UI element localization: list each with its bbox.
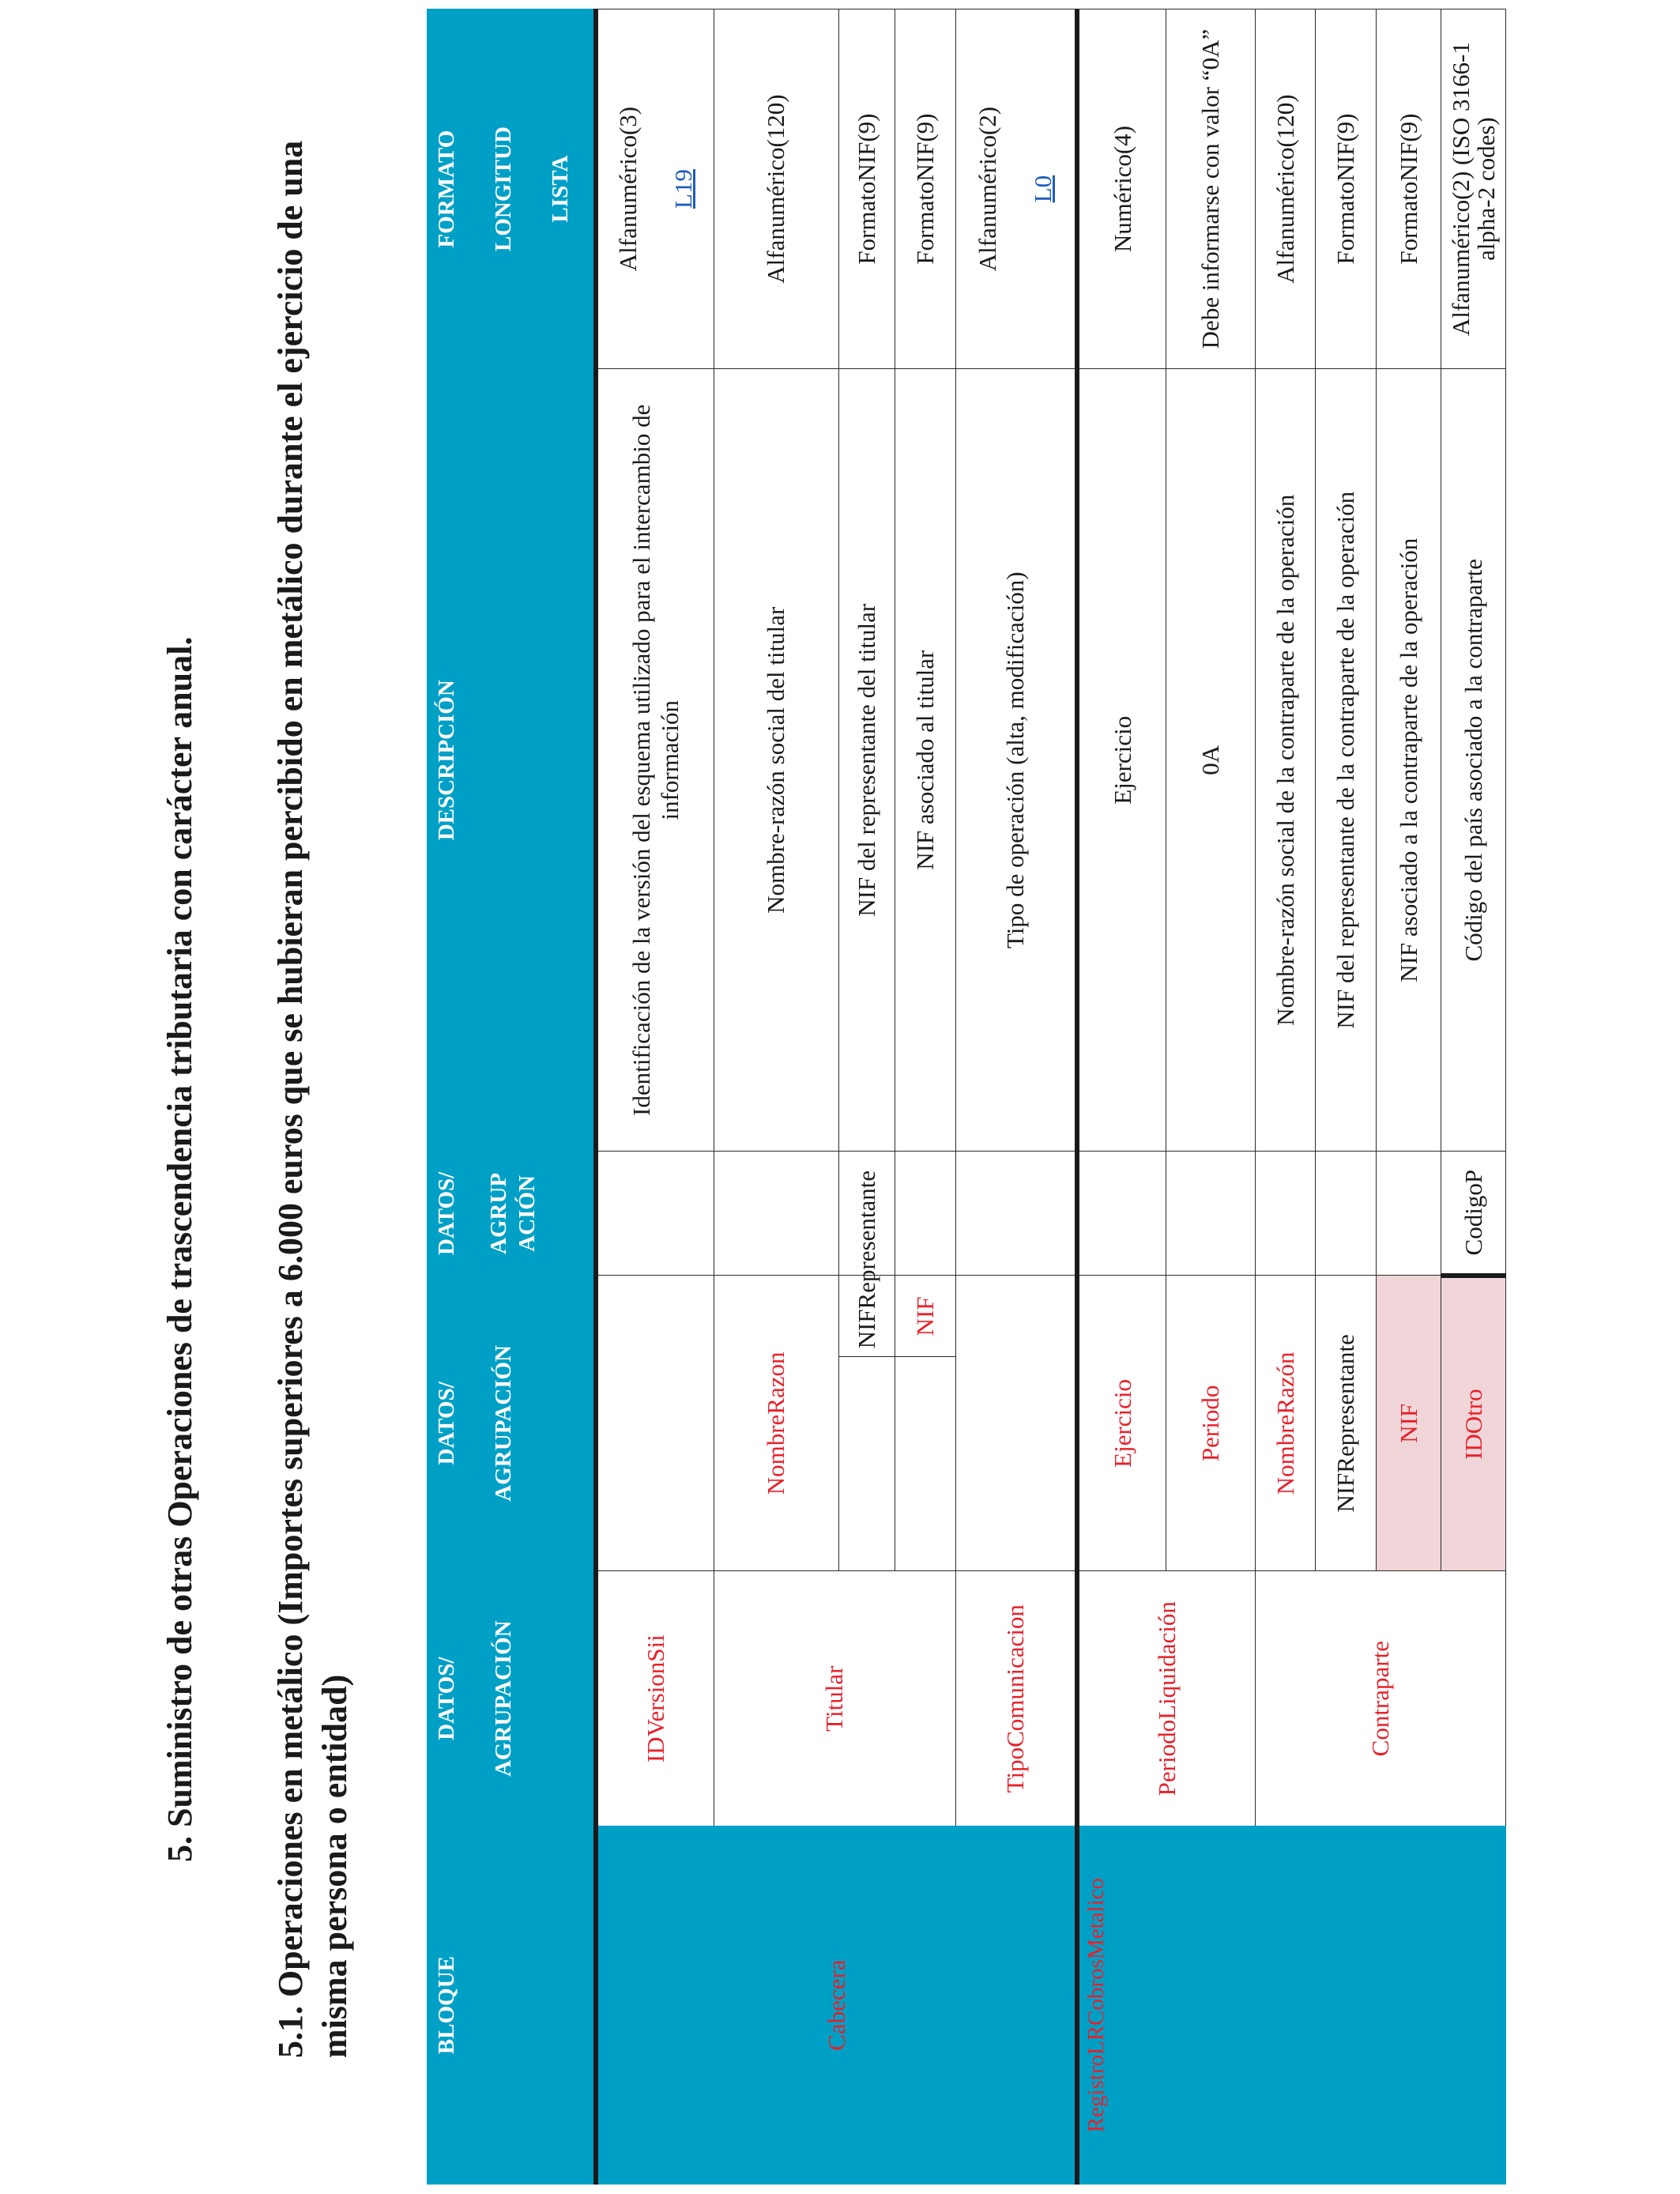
spacer-cell (895, 1357, 956, 1571)
field-cell (955, 1152, 1077, 1276)
field-cell (1377, 1152, 1441, 1276)
field-cell: IDVersionSii (596, 1571, 714, 1826)
spec-table (427, 9, 1506, 2185)
description-cell: Código del país asociado a la contraparte (1441, 369, 1506, 1152)
field-cell: Periodo (1166, 1276, 1256, 1571)
header-descripcion: DESCRIPCIÓN (428, 369, 597, 1152)
field-cell: TipoComunicacion (955, 1571, 1077, 1826)
table-row (1077, 9, 1166, 2185)
header-bloque: BLOQUE (428, 1826, 597, 2185)
description-cell: NIF asociado al titular (895, 369, 956, 1152)
spacer-cell (838, 1357, 895, 1571)
field-cell: NIFRepresentante (838, 1276, 895, 1357)
description-cell: Ejercicio (1077, 369, 1166, 1152)
format-cell: Debe informarse con valor “0A” (1166, 9, 1256, 369)
field-cell (596, 1152, 714, 1276)
description-cell: 0A (1166, 369, 1256, 1152)
format-cell: Alfanumérico(120) (1255, 9, 1316, 369)
field-cell: Contraparte (1255, 1571, 1505, 1826)
field-cell: CodigoP (1441, 1152, 1506, 1276)
field-cell (596, 1276, 714, 1571)
field-cell (1166, 1152, 1256, 1276)
header-formato: FORMATO LONGITUD LISTA (428, 9, 597, 369)
format-cell: FormatoNIF(9) (1377, 9, 1441, 369)
field-cell: Ejercicio (1077, 1276, 1166, 1571)
field-cell: NIF (1377, 1276, 1441, 1571)
field-cell: Titular (714, 1571, 955, 1826)
field-cell: PeriodoLiquidación (1077, 1571, 1255, 1826)
field-cell (895, 1152, 956, 1276)
field-cell: NombreRazón (1255, 1276, 1316, 1571)
description-cell: Tipo de operación (alta, modificación) (955, 369, 1077, 1152)
field-cell: NombreRazon (714, 1276, 838, 1571)
section-heading: 5. Suministro de otras Operaciones de trascendencia tributaria con carácter anual. (160, 636, 199, 1862)
field-cell (1316, 1152, 1377, 1276)
description-cell: NIF del representante del titular (838, 369, 895, 1152)
field-cell: NIF (895, 1276, 956, 1357)
header-datos-3: DATOS/ AGRUP ACIÓN (428, 1152, 597, 1276)
format-cell: Alfanumérico(120) (714, 9, 838, 369)
field-cell (1077, 1152, 1166, 1276)
format-cell: FormatoNIF(9) (895, 9, 956, 369)
table-row (596, 9, 714, 2185)
list-link-l0[interactable]: L0 (1028, 175, 1057, 203)
description-cell: NIF del representante de la contraparte de la operación (1316, 369, 1377, 1152)
bloque-registro: RegistroLRCobrosMetalico (1077, 1826, 1506, 2185)
format-cell: FormatoNIF(9) (1316, 9, 1377, 369)
header-datos-2: DATOS/ AGRUPACIÓN (428, 1276, 597, 1571)
format-cell: Alfanumérico(2) L0 (955, 9, 1077, 369)
field-cell (714, 1152, 838, 1276)
description-cell: Nombre-razón social de la contraparte de la operación (1255, 369, 1316, 1152)
description-cell: Nombre-razón social del titular (714, 369, 838, 1152)
list-link-l19[interactable]: L19 (669, 169, 697, 209)
field-cell: NIFRepresentante (1316, 1276, 1377, 1571)
format-cell: Numérico(4) (1077, 9, 1166, 369)
field-cell: IDOtro (1441, 1276, 1506, 1571)
bloque-cabecera: Cabecera (596, 1826, 1077, 2185)
format-cell: Alfanumérico(2) (ISO 3166-1 alpha-2 codes) (1441, 9, 1506, 369)
subsection-heading: 5.1. Operaciones en metálico (Importes superiores a 6.000 euros que se hubieran percibido en metálico durante el ejercicio de una misma persona o entidad) (271, 140, 354, 2058)
description-cell: Identificación de la versión del esquema utilizado para el intercambio de información (596, 369, 714, 1152)
table-header-row (428, 9, 597, 2185)
header-datos-1: DATOS/ AGRUPACIÓN (428, 1571, 597, 1826)
description-cell: NIF asociado a la contraparte de la operación (1377, 369, 1441, 1152)
format-cell: Alfanumérico(3) L19 (596, 9, 714, 369)
field-cell (1255, 1152, 1316, 1276)
field-cell (955, 1276, 1077, 1571)
format-cell: FormatoNIF(9) (838, 9, 895, 369)
